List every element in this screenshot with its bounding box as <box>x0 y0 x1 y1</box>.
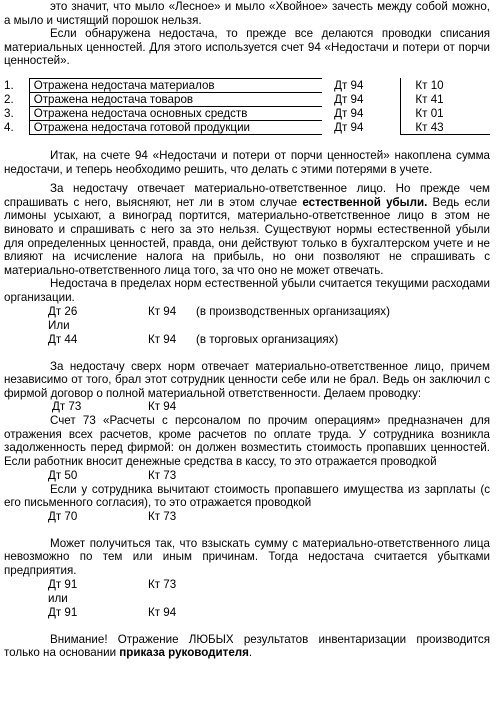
entry-debit: Дт 44 <box>48 332 78 346</box>
entry-row <box>0 510 504 524</box>
table-row <box>4 78 490 92</box>
operations-table <box>4 78 490 135</box>
row-credit: Кт 41 <box>401 92 490 106</box>
bold-term-natural-loss: естественной убыли. <box>302 195 428 209</box>
entry-row <box>0 592 504 606</box>
text-span: Внимание! Отражение ЛЮБЫХ результатов инвентаризации производится только на основании <box>4 632 490 660</box>
account-73-paragraph: Счет 73 «Расчеты с персоналом по прочим операциям» предназначен для отражения всех расчетов, кроме расчетов по оплате труда. У сотрудника возникла задолженность перед фирмой: он должен возместить стоимость пропавших ценностей. Если работник вносит денежные средства в кассу, то это отражается проводкой <box>4 414 490 469</box>
entry-row <box>0 319 504 333</box>
entry-note: (в производственных организациях) <box>196 304 390 318</box>
summary-paragraph: Итак, на счете 94 «Недостачи и потери от порчи ценностей» накоплена сумма недостачи, и теперь необходимо решить, что делать с этими потерями в учете. <box>4 148 490 176</box>
entry-credit: Кт 73 <box>148 577 177 591</box>
row-debit: Дт 94 <box>334 120 364 134</box>
text-span: Ведь если лимоны усыхают, а виноград портится, материально-ответственное лицо в этом не виновато и спрашивать с него за это нельзя. Существуют нормы естественной убыли для определенных ценностей, правда, они действуют только в бухгалтерском учете и не влияют на исчисление налога на прибыль, но они позволяют не спрашивать с материально-ответственного лица того, за что оно не может отвечать. <box>4 195 490 277</box>
row-credit: Кт 01 <box>401 106 490 120</box>
entry-debit: Дт 26 <box>48 304 78 318</box>
intro-paragraph: это значит, что мыло «Лесное» и мыло «Хвойное» зачесть между собой можно, а мыло и чистящий порошок нельзя. <box>4 0 490 27</box>
entry-note: (в торговых организациях) <box>196 332 339 346</box>
row-debit: Дт 94 <box>334 106 364 120</box>
bold-term-order: приказа руководителя <box>119 646 249 660</box>
entries-block-1 <box>0 305 504 347</box>
entry-debit: Дт 91 <box>48 577 78 591</box>
row-description: Отражена недостача материалов <box>29 78 322 92</box>
entry-row <box>0 578 504 592</box>
losses-paragraph: Может получиться так, что взыскать сумму с материально-ответственного лица невозможно по тем или иным причинам. Тогда недостача считается убытками предприятия. <box>4 536 490 578</box>
entry-or: или <box>48 591 68 605</box>
shortage-intro-paragraph: Если обнаружена недостача, то прежде все делаются проводки списания материальных ценностей. Для этого используется счет 94 «Недостачи и потери от порчи ценностей». <box>4 27 490 68</box>
row-number: 4. <box>4 120 14 134</box>
text-span: За недостачу отвечает материально-ответственное лицо. Но прежде чем спрашивать с него, выясняют, нет ли в этом случае <box>4 182 490 209</box>
table-row <box>4 92 490 106</box>
row-description: Отражена недостача товаров <box>29 92 322 106</box>
entries-block-2 <box>0 578 504 620</box>
entry-credit: Кт 94 <box>148 400 177 414</box>
row-number: 2. <box>4 92 14 106</box>
entry-or: Или <box>48 318 70 332</box>
row-debit: Дт 94 <box>334 78 364 92</box>
row-description: Отражена недостача основных средств <box>29 106 322 120</box>
entry-debit: Дт 70 <box>48 509 78 523</box>
entry-row <box>0 400 504 414</box>
row-number: 1. <box>4 78 14 92</box>
entry-row <box>0 606 504 620</box>
row-debit: Дт 94 <box>334 92 364 106</box>
entry-row <box>0 305 504 319</box>
entry-credit: Кт 94 <box>148 332 177 346</box>
entry-credit: Кт 94 <box>148 304 177 318</box>
over-norm-paragraph: За недостачу сверх норм отвечает материально-ответственное лицо, причем независимо от того, брал этот сотрудник ценности себе или не брал. Ведь он заключил с фирмой договор о полной материальной ответственности. Делаем проводку: <box>4 359 490 400</box>
entry-debit: Дт 91 <box>48 605 78 619</box>
entry-row <box>0 333 504 347</box>
salary-deduction-paragraph: Если у сотрудника вычитают стоимость пропавшего имущества из зарплаты (с его письменного согласия), то это отражается проводкой <box>4 482 490 510</box>
attention-paragraph <box>0 633 504 660</box>
entry-row <box>0 469 504 483</box>
table-row <box>4 120 490 134</box>
responsibility-paragraph <box>0 182 504 277</box>
entry-credit: Кт 73 <box>148 509 177 523</box>
text-span: . <box>248 646 253 660</box>
row-credit: Кт 43 <box>401 120 490 134</box>
row-credit: Кт 10 <box>401 78 490 92</box>
entry-debit: Дт 50 <box>48 468 78 482</box>
norms-paragraph: Недостача в пределах норм естественной убыли считается текущими расходами организации. <box>4 277 490 304</box>
entry-credit: Кт 73 <box>148 468 177 482</box>
row-description: Отражена недостача готовой продукции <box>29 120 322 134</box>
table-row <box>4 106 490 120</box>
entry-debit: Дт 73 <box>52 400 82 414</box>
row-number: 3. <box>4 106 14 120</box>
entry-credit: Кт 94 <box>148 605 177 619</box>
